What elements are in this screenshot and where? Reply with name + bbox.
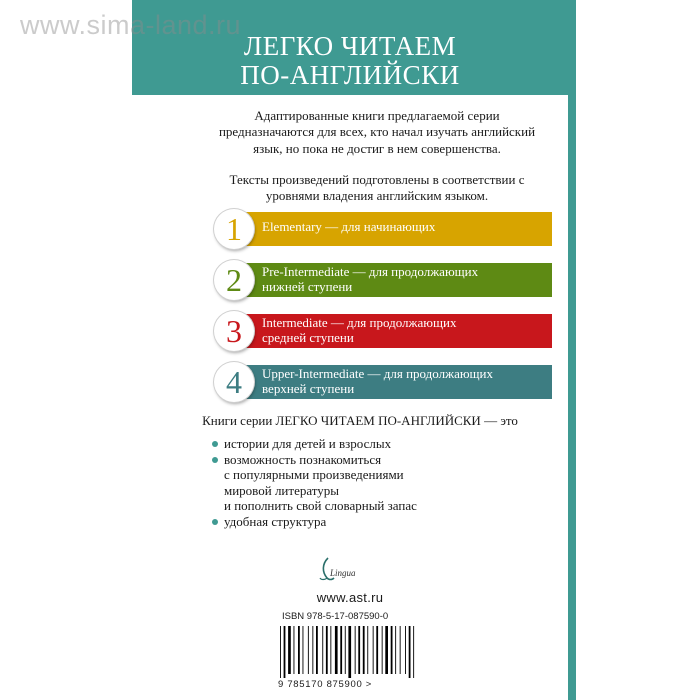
level-upper-intermediate (214, 362, 552, 402)
feature-item (210, 514, 540, 530)
level-label-line1: Intermediate — для продолжающих (262, 315, 457, 330)
barcode-bar (308, 626, 309, 674)
barcode-bar (405, 626, 406, 674)
level-pre-intermediate (214, 260, 552, 300)
intro-paragraph-1: Адаптированные книги предлагаемой серии предназначаются для всех, кто начал изучать английский язык, но пока не достиг в нем совершенства. (218, 108, 536, 156)
barcode-bar (326, 626, 328, 674)
barcode-bar (288, 626, 291, 674)
feature-item (210, 436, 540, 452)
barcode-bars-icon (278, 626, 426, 678)
level-label (262, 315, 546, 345)
level-number-badge: 1 (214, 209, 254, 249)
intro-paragraph-2: Тексты произведений подготовлены в соответствии с уровнями владения английским языком. (229, 172, 525, 204)
book-back-cover (132, 0, 568, 700)
barcode-bar (330, 626, 331, 674)
barcode-bar (400, 626, 401, 674)
barcode-bar (363, 626, 365, 674)
barcode-bar (335, 626, 338, 674)
barcode-bar (298, 626, 300, 674)
level-label-line1: Pre-Intermediate — для продолжающих (262, 264, 479, 279)
barcode-bar (340, 626, 342, 674)
barcode-digits: 9 785170 875900 > (278, 679, 373, 690)
barcode-bar (303, 626, 304, 674)
cover-spine-edge (568, 0, 576, 700)
level-label (262, 366, 546, 396)
feature-text-line3: мировой литературы (224, 482, 340, 498)
feature-text-line2: с популярными произведениями (224, 467, 404, 482)
isbn-number: ISBN 978-5-17-087590-0 (282, 611, 389, 622)
feature-text: удобная структура (224, 513, 327, 529)
barcode-bar (385, 626, 388, 674)
level-intermediate (214, 311, 552, 351)
barcode-bar (409, 626, 411, 678)
barcode-bar (355, 626, 356, 674)
feature-text-line1: возможность познакомиться (224, 451, 382, 467)
barcode-bar (316, 626, 318, 674)
feature-list (210, 436, 540, 529)
barcode-bar (395, 626, 396, 674)
barcode-bar (413, 626, 414, 678)
barcode-bar (348, 626, 351, 678)
series-title-line1: ЛЕГКО ЧИТАЕМ (243, 31, 457, 61)
level-label-line2: нижней ступени (262, 279, 353, 294)
level-label-line1: Upper-Intermediate — для продолжающих (262, 366, 494, 381)
level-label-line2: верхней ступени (262, 381, 355, 396)
bullet-dot-icon (212, 519, 218, 525)
barcode-bar (284, 626, 286, 678)
barcode-bar (322, 626, 323, 674)
watermark: www.sima-land.ru (20, 10, 242, 40)
publisher-logo (318, 556, 398, 582)
barcode (278, 626, 426, 690)
level-label-line2: средней ступени (262, 330, 354, 345)
barcode-bar (382, 626, 383, 674)
level-label: Elementary — для начинающих (262, 219, 436, 234)
bullet-dot-icon (212, 457, 218, 463)
barcode-bar (367, 626, 368, 674)
level-number-badge: 4 (214, 362, 254, 402)
barcode-bar (391, 626, 393, 674)
feature-text-line4: и пополнить свой словарный запас (224, 498, 417, 513)
publisher-url: www.ast.ru (316, 590, 384, 605)
barcode-bar (280, 626, 281, 678)
barcode-bar (294, 626, 295, 674)
level-elementary (214, 209, 552, 249)
series-title-line2: ПО-АНГЛИЙСКИ (240, 60, 460, 90)
barcode-bar (358, 626, 360, 674)
barcode-bar (345, 626, 346, 674)
level-number-badge: 3 (214, 311, 254, 351)
level-label (262, 264, 546, 294)
barcode-bar (373, 626, 374, 674)
barcode-bar (312, 626, 313, 674)
bullet-dot-icon (212, 441, 218, 447)
series-description: Книги серии ЛЕГКО ЧИТАЕМ ПО-АНГЛИЙСКИ — это (202, 413, 518, 428)
barcode-bar (376, 626, 378, 674)
publisher-logo-text: Lingua (330, 568, 356, 578)
feature-item (210, 452, 540, 514)
feature-text: истории для детей и взрослых (224, 436, 392, 451)
level-number-badge: 2 (214, 260, 254, 300)
